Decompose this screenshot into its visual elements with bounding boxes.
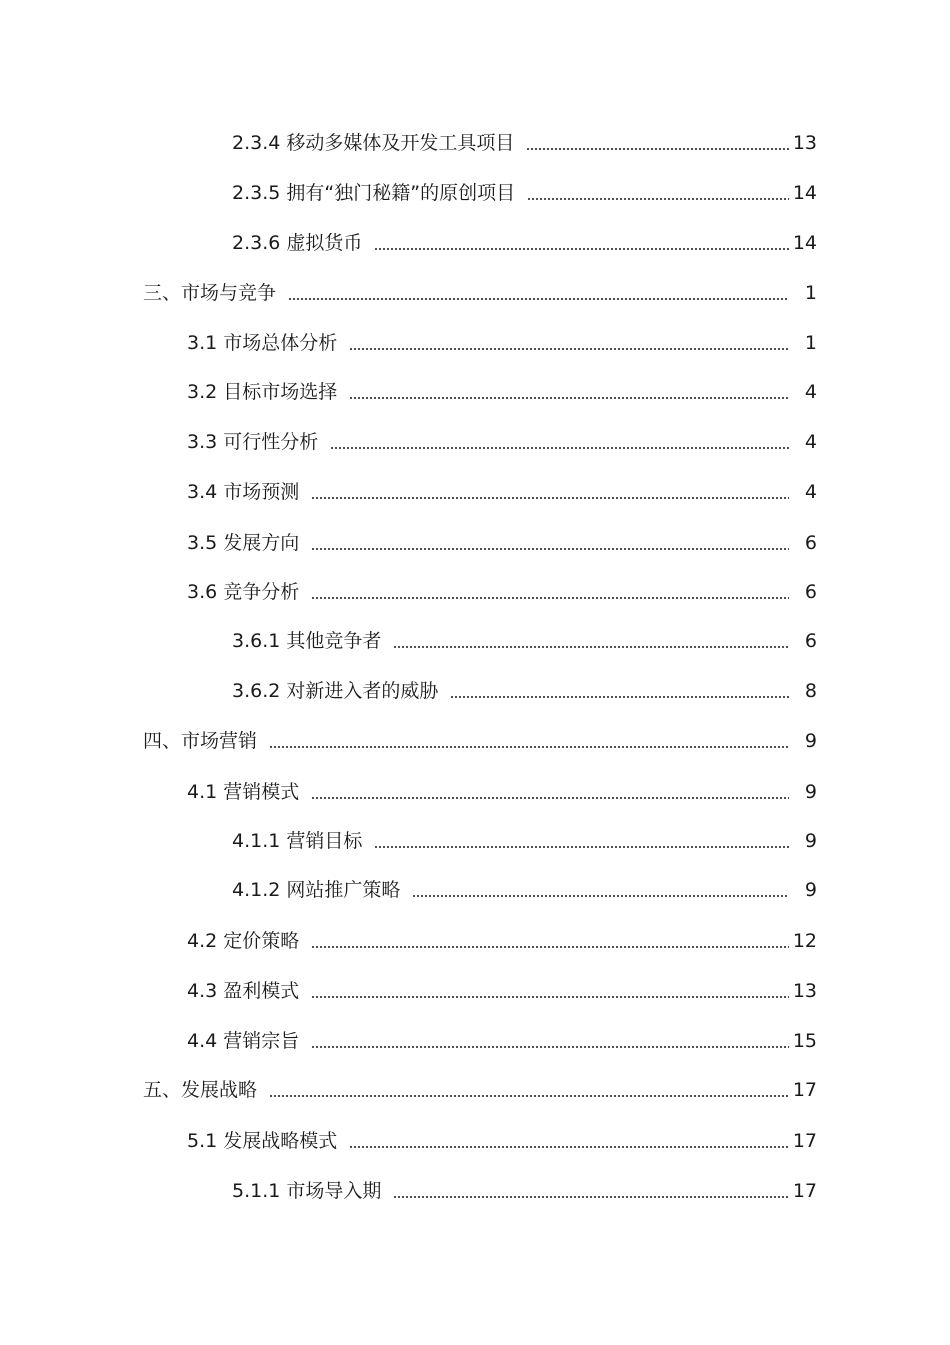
toc-entry-title: 3.6.1 其他竞争者 bbox=[232, 630, 382, 652]
toc-entry-page-number: 9 bbox=[804, 879, 817, 901]
toc-entry-page-number: 1 bbox=[804, 332, 817, 354]
toc-entry-title: 五、发展战略 bbox=[143, 1079, 258, 1101]
toc-entry bbox=[232, 628, 817, 654]
dot-leader bbox=[269, 1095, 789, 1097]
dot-leader bbox=[311, 946, 789, 948]
dot-leader bbox=[288, 298, 789, 300]
toc-entry bbox=[187, 928, 817, 954]
toc-entry bbox=[232, 1178, 817, 1204]
toc-entry bbox=[232, 678, 817, 704]
dot-leader bbox=[311, 797, 789, 799]
toc-entry-page-number: 1 bbox=[804, 282, 817, 304]
toc-entry-title: 4.1.2 网站推广策略 bbox=[232, 879, 401, 901]
toc-entry bbox=[187, 579, 817, 605]
toc-entry-page-number: 6 bbox=[804, 630, 817, 652]
dot-leader bbox=[374, 846, 789, 848]
toc-entry-page-number: 14 bbox=[792, 182, 817, 204]
toc-entry bbox=[143, 1077, 817, 1103]
toc-entry-page-number: 13 bbox=[792, 980, 817, 1002]
toc-entry-page-number: 14 bbox=[792, 232, 817, 254]
dot-leader bbox=[311, 1046, 789, 1048]
dot-leader bbox=[349, 1146, 789, 1148]
toc-entry bbox=[232, 877, 817, 903]
toc-entry-title: 4.2 定价策略 bbox=[187, 930, 300, 952]
toc-entry bbox=[187, 530, 817, 556]
toc-entry-title: 4.3 盈利模式 bbox=[187, 980, 300, 1002]
toc-entry bbox=[143, 280, 817, 306]
toc-entry-page-number: 6 bbox=[804, 581, 817, 603]
toc-entry-page-number: 17 bbox=[792, 1130, 817, 1152]
dot-leader bbox=[330, 447, 789, 449]
toc-entry-page-number: 13 bbox=[792, 132, 817, 154]
toc-entry-page-number: 9 bbox=[804, 730, 817, 752]
toc-entry-title: 四、市场营销 bbox=[143, 730, 258, 752]
toc-entry-title: 3.6 竞争分析 bbox=[187, 581, 300, 603]
dot-leader bbox=[393, 646, 789, 648]
toc-entry-page-number: 6 bbox=[804, 532, 817, 554]
toc-entry-page-number: 9 bbox=[804, 781, 817, 803]
toc-entry-page-number: 15 bbox=[792, 1030, 817, 1052]
dot-leader bbox=[349, 348, 789, 350]
dot-leader bbox=[269, 746, 789, 748]
toc-entry-title: 4.1.1 营销目标 bbox=[232, 830, 363, 852]
toc-entry-title: 3.5 发展方向 bbox=[187, 532, 300, 554]
toc-entry-title: 3.4 市场预测 bbox=[187, 481, 300, 503]
toc-entry-page-number: 12 bbox=[792, 930, 817, 952]
toc-entry-title: 三、市场与竞争 bbox=[143, 282, 277, 304]
toc-entry bbox=[187, 1028, 817, 1054]
toc-entry bbox=[187, 379, 817, 405]
dot-leader bbox=[311, 497, 789, 499]
toc-entry-title: 5.1.1 市场导入期 bbox=[232, 1180, 382, 1202]
dot-leader bbox=[374, 248, 789, 250]
toc-entry-page-number: 8 bbox=[804, 680, 817, 702]
toc-entry bbox=[187, 330, 817, 356]
toc-entry-title: 4.4 营销宗旨 bbox=[187, 1030, 300, 1052]
dot-leader bbox=[311, 597, 789, 599]
toc-entry bbox=[187, 429, 817, 455]
toc-entry-page-number: 4 bbox=[804, 431, 817, 453]
toc-entry bbox=[232, 828, 817, 854]
dot-leader bbox=[311, 548, 789, 550]
toc-entry-page-number: 4 bbox=[804, 381, 817, 403]
toc-entry-title: 2.3.5 拥有“独门秘籍”的原创项目 bbox=[232, 182, 516, 204]
toc-entry-title: 5.1 发展战略模式 bbox=[187, 1130, 338, 1152]
toc-entry-title: 4.1 营销模式 bbox=[187, 781, 300, 803]
dot-leader bbox=[450, 696, 789, 698]
toc-entry-page-number: 17 bbox=[792, 1079, 817, 1101]
dot-leader bbox=[527, 198, 789, 200]
toc-entry bbox=[187, 978, 817, 1004]
toc-entry-page-number: 9 bbox=[804, 830, 817, 852]
dot-leader bbox=[393, 1196, 789, 1198]
toc-entry-title: 3.1 市场总体分析 bbox=[187, 332, 338, 354]
dot-leader bbox=[349, 397, 789, 399]
toc-entry-title: 3.2 目标市场选择 bbox=[187, 381, 338, 403]
toc-entry bbox=[232, 230, 817, 256]
toc-entry bbox=[187, 1128, 817, 1154]
toc-entry-title: 2.3.4 移动多媒体及开发工具项目 bbox=[232, 132, 515, 154]
toc-entry-title: 3.6.2 对新进入者的威胁 bbox=[232, 680, 439, 702]
toc-entry-title: 2.3.6 虚拟货币 bbox=[232, 232, 363, 254]
dot-leader bbox=[526, 148, 789, 150]
toc-entry-page-number: 17 bbox=[792, 1180, 817, 1202]
toc-entry-page-number: 4 bbox=[804, 481, 817, 503]
toc-entry bbox=[232, 180, 817, 206]
toc-entry bbox=[187, 779, 817, 805]
dot-leader bbox=[412, 895, 789, 897]
toc-entry-title: 3.3 可行性分析 bbox=[187, 431, 319, 453]
toc-entry bbox=[143, 728, 817, 754]
toc-entry bbox=[232, 130, 817, 156]
toc-entry bbox=[187, 479, 817, 505]
dot-leader bbox=[311, 996, 789, 998]
